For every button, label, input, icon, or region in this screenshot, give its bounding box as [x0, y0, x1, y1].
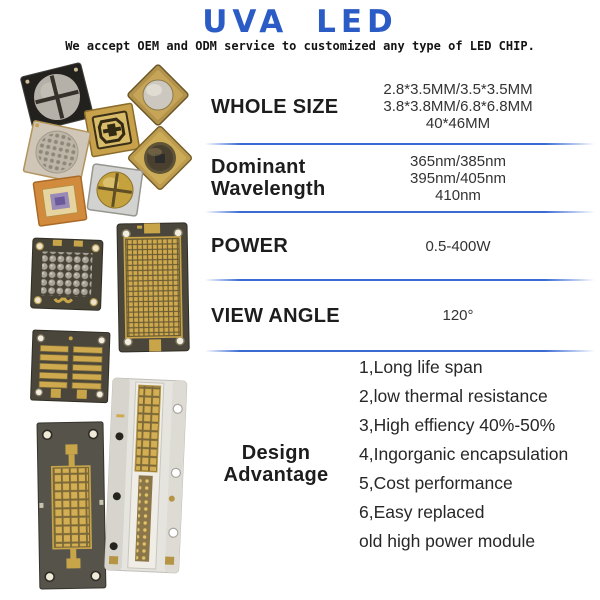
- spec-table: [205, 70, 595, 600]
- module-strip-rows-photo: [31, 330, 110, 403]
- spec-label-line: Design: [241, 442, 311, 464]
- advantage-item: 1,Long life span: [359, 356, 483, 377]
- spec-row-view-angle: [205, 281, 595, 350]
- advantage-item: 6,Easy replaced: [359, 501, 485, 522]
- module-dome-array-photo: [31, 238, 103, 310]
- spec-label: POWER: [211, 235, 289, 257]
- spec-label: [205, 442, 343, 486]
- spec-value-line: 395nm/405nm: [410, 169, 506, 187]
- module-vertical-pcb-photo: [37, 422, 106, 589]
- product-photos-graphic: [12, 60, 204, 600]
- module-square-grid-photo: [117, 223, 189, 352]
- spec-row-design-advantage: [205, 352, 595, 598]
- spec-value-line: 40*46MM: [425, 115, 491, 132]
- header: [0, 0, 600, 53]
- spec-label-line: Wavelength: [211, 178, 326, 200]
- smd-chip-silver-gold-quad-photo: [87, 164, 143, 217]
- ceramic-chip-amber-photo: [33, 176, 87, 226]
- spec-values: [355, 153, 595, 204]
- spec-label: VIEW ANGLE: [211, 304, 340, 327]
- spec-value-line: 2.8*3.5MM/3.5*3.5MM: [383, 81, 533, 98]
- spec-value-line: 120°: [442, 307, 474, 324]
- spec-values: [355, 81, 595, 132]
- spec-values: [355, 238, 595, 255]
- advantage-item: old high power module: [359, 530, 536, 551]
- advantage-item: 2,low thermal resistance: [359, 385, 548, 406]
- page-title: UVA LED: [202, 4, 398, 40]
- spec-row-dominant-wavelength: [205, 145, 595, 211]
- spec-values: [343, 353, 595, 598]
- spec-value-line: 3.8*3.8MM/6.8*6.8MM: [383, 98, 533, 115]
- cob-chip-dot-array-photo: [23, 121, 91, 184]
- smd-chip-gold-pattern-photo: [84, 103, 139, 157]
- spec-value-line: 410nm: [435, 186, 481, 204]
- spec-row-whole-size: [205, 70, 595, 143]
- spec-values: [355, 307, 595, 324]
- spec-label: [205, 156, 355, 200]
- module-aluminum-bar-photo: [105, 378, 187, 573]
- advantage-item: 4,Ingorganic encapsulation: [359, 443, 569, 464]
- spec-label: WHOLE SIZE: [211, 95, 339, 118]
- spec-value-line: 365nm/385nm: [410, 152, 506, 170]
- product-photo-collage: [12, 60, 204, 600]
- page-subtitle: We accept OEM and ODM service to customized any type of LED CHIP.: [65, 39, 535, 53]
- spec-row-power: [205, 213, 595, 279]
- smd-chip-black-cross-photo: [20, 62, 94, 131]
- spec-label-line: Dominant: [211, 156, 306, 178]
- spec-value-line: 0.5-400W: [425, 237, 491, 255]
- spec-label-line: Advantage: [223, 464, 329, 486]
- advantage-item: 3,High effiency 40%-50%: [359, 414, 556, 435]
- advantage-item: 5,Cost performance: [359, 472, 513, 493]
- smd-chip-gold-dome-photo: [127, 64, 189, 126]
